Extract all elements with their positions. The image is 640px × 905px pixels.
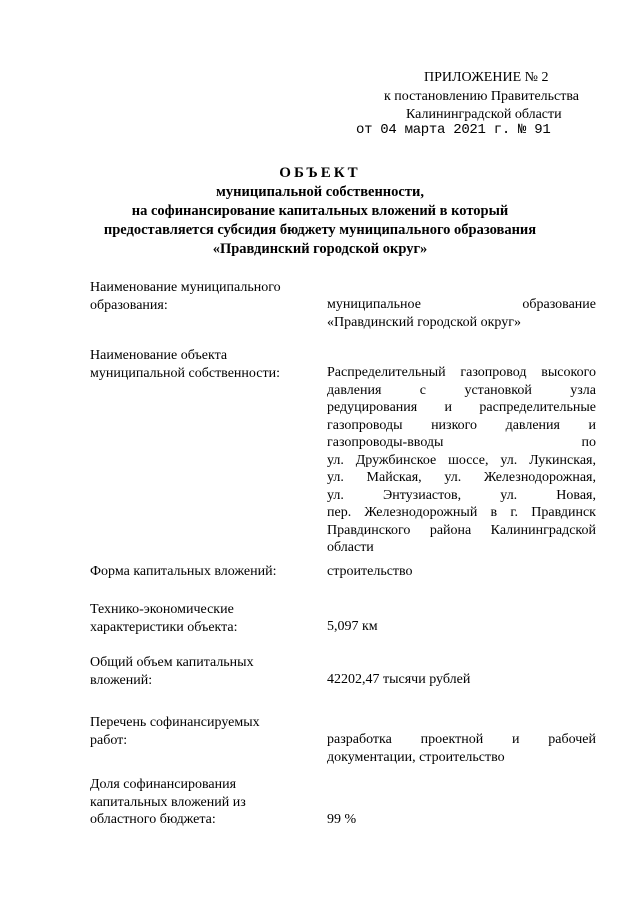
value-line: ул. Энтузиастов, ул. Новая, [327, 487, 596, 503]
label-line: работ: [90, 732, 128, 748]
label-line: Технико-экономические [90, 602, 234, 617]
row-label [90, 601, 315, 636]
document-title [0, 164, 640, 259]
row-value [327, 671, 596, 689]
appendix-date-line: от 04 марта 2021 г. № 91 [356, 122, 551, 138]
value-line: пер. Железнодорожный в г. Правдинск [327, 505, 596, 520]
row-label [90, 776, 315, 829]
value-line: ул. Дружбинское шоссе, ул. Лукинская, [327, 452, 596, 468]
label-line: характеристики объекта: [90, 619, 238, 635]
value-line: разработка проектной и рабочей [327, 732, 596, 747]
value-line: «Правдинский городской округ» [327, 314, 521, 330]
value-line: редуцирования и распределительные [327, 400, 596, 415]
title-line-4: «Правдинский городской округ» [212, 241, 428, 257]
label-line: Доля софинансирования [90, 777, 237, 792]
appendix-number: ПРИЛОЖЕНИЕ № 2 [424, 70, 549, 85]
value-line: муниципальное образование [327, 297, 596, 312]
appendix-region-line: Калининградской области [406, 107, 562, 122]
label-line: Форма капитальных вложений: [90, 564, 277, 579]
row-value [327, 563, 596, 581]
row-label [90, 279, 315, 314]
label-line: Общий объем капитальных [90, 655, 254, 670]
value-line: Правдинского района Калининградской [327, 522, 596, 538]
row-value [327, 618, 596, 636]
value-line: давления с установкой узла [327, 382, 596, 398]
title-heading: ОБЪЕКТ [279, 165, 361, 181]
row-value [327, 364, 596, 557]
label-line: муниципальной собственности: [90, 365, 280, 381]
value-line: документации, строительство [327, 749, 505, 765]
title-line-2: на софинансирование капитальных вложений в который [131, 203, 509, 219]
value-line: 42202,47 тысячи рублей [327, 672, 471, 687]
label-line: образования: [90, 297, 168, 313]
label-line: вложений: [90, 672, 153, 688]
row-value [327, 296, 596, 331]
value-line: строительство [327, 564, 413, 579]
label-line: Перечень софинансируемых [90, 715, 260, 730]
title-line-3: предоставляется субсидия бюджету муниципального образования [103, 222, 537, 238]
row-value [327, 731, 596, 766]
row-value [327, 811, 596, 829]
row-label [90, 654, 315, 689]
value-line: области [327, 540, 374, 555]
label-line: капитальных вложений из [90, 794, 246, 810]
value-line: Распределительный газопровод высокого [327, 365, 596, 380]
appendix-resolution-line: к постановлению Правительства [384, 89, 580, 104]
value-line: газопроводы-вводы по [327, 435, 596, 450]
value-line: 99 % [327, 812, 357, 827]
label-line: Наименование муниципального [90, 280, 281, 295]
label-line: областного бюджета: [90, 812, 216, 827]
row-label [90, 347, 315, 382]
value-line: газопроводы низкого давления и [327, 417, 596, 433]
row-label [90, 563, 315, 581]
value-line: ул. Майская, ул. Железнодорожная, [327, 470, 596, 485]
value-line: 5,097 км [327, 619, 378, 634]
title-line-1: муниципальной собственности, [216, 184, 424, 200]
label-line: Наименование объекта [90, 348, 228, 363]
row-label [90, 714, 315, 749]
